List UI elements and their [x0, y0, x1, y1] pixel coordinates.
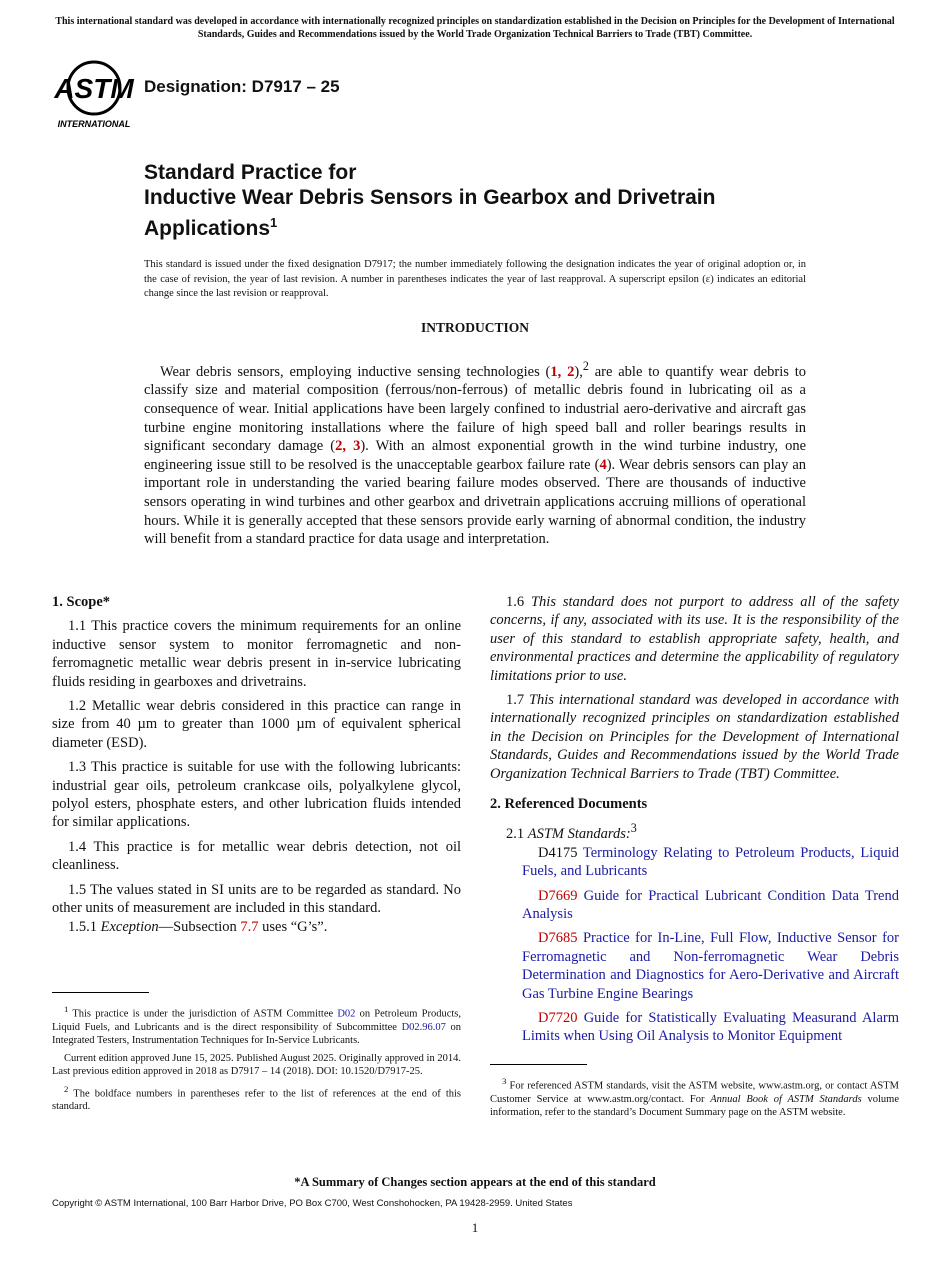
page-title: [144, 160, 844, 241]
footnote-text: The boldface numbers in parentheses refer to the list of references at the end of this standard.: [52, 1088, 461, 1113]
footnote-marker: 1: [64, 1004, 69, 1014]
section-number: 1.7: [506, 692, 529, 709]
reference-code[interactable]: D7669: [538, 887, 578, 904]
section-2-1: [490, 819, 899, 843]
right-footnotes: [490, 1075, 899, 1124]
left-column: [52, 593, 461, 942]
committee-link[interactable]: D02: [337, 1008, 356, 1020]
reference-link[interactable]: 1, 2: [550, 363, 575, 380]
footnote-text: Annual Book of ASTM Standards: [710, 1093, 862, 1105]
svg-text:ASTM: ASTM: [54, 73, 134, 104]
footnote-2: [52, 1083, 461, 1114]
reference-item[interactable]: [506, 844, 899, 881]
right-column: [490, 593, 899, 1052]
title-line-2: Inductive Wear Debris Sensors in Gearbox and Drivetrain: [144, 186, 716, 209]
subcommittee-link[interactable]: D02.96.07: [401, 1021, 446, 1033]
footnote-marker: 2: [64, 1083, 69, 1094]
section-1-4: 1.4 This practice is for metallic wear debris detection, not oil cleanliness.: [52, 838, 461, 874]
reference-code: D4175: [538, 844, 578, 861]
astm-logo-icon: [52, 58, 136, 130]
section-1-6: [490, 593, 899, 685]
section-text: uses “G’s”.: [258, 918, 328, 935]
title-line-3: [144, 210, 844, 241]
reference-item[interactable]: [506, 929, 899, 1003]
reference-title[interactable]: Practice for In-Line, Full Flow, Inductive Sensor for Ferromagnetic and Non-ferromagnetic Wear Debris Determination and Diagnostics for Aero-Derivative and Aircraft Gas Turbine Engine Bearings: [522, 930, 899, 1002]
section-text: This international standard was developed in accordance with internationally recognized principles on standardization established in the Decision on Principles for the Development of International Standards, Guides and Recommendations issued by the World Trade Organization Technical Barriers to Trade (TBT) Committee.: [490, 692, 899, 782]
copyright: Copyright © ASTM International, 100 Barr Harbor Drive, PO Box C700, West Conshohocken, PA 19428-2959. United States: [52, 1198, 573, 1209]
introduction-heading: INTRODUCTION: [420, 320, 529, 335]
section-1-1: 1.1 This practice covers the minimum requirements for an online inductive sensor system to monitor ferromagnetic and non-ferromagnetic metallic wear debris present in in-service lubricating fluids residing in gearboxes and drivetrains.: [52, 618, 461, 690]
footnote-text: This practice is under the jurisdiction of ASTM Committee: [68, 1008, 338, 1020]
edition-note: Current edition approved June 15, 2025. Published August 2025. Originally approved in 2014. Last previous edition approved in 2018 as D7917 – 14 (2018). DOI: 10.1520/D7917-25.: [52, 1052, 461, 1078]
introduction-text: [144, 357, 806, 549]
intro-text: ),: [574, 363, 583, 380]
title-footnote-ref[interactable]: 1: [270, 215, 278, 230]
reference-item[interactable]: [506, 887, 899, 924]
footnote-ref[interactable]: 3: [630, 821, 637, 836]
svg-text:INTERNATIONAL: INTERNATIONAL: [57, 119, 131, 129]
section-number: 2.1: [506, 826, 528, 843]
footnote-marker: 3: [502, 1076, 507, 1086]
footnote-divider: [52, 992, 149, 993]
section-text: —Subsection: [158, 918, 241, 935]
top-note: This international standard was developed in accordance with internationally recognized principles on standardization established in the Decision on Principles for the Development of International Standards, Guides and Recommendations issued by the World Trade Organization Technical Barriers to Trade (TBT) Committee.: [55, 16, 895, 40]
section-1-5: 1.5 The values stated in SI units are to be regarded as standard. No other units of measurement are included in this standard.: [52, 881, 461, 917]
intro-text: Wear debris sensors, employing inductive sensing technologies (: [160, 363, 551, 380]
reference-list: [490, 844, 899, 1046]
reference-title[interactable]: Terminology Relating to Petroleum Products, Liquid Fuels, and Lubricants: [522, 844, 899, 880]
designation: Designation: D7917 – 25: [144, 77, 340, 96]
reference-link[interactable]: 2, 3: [335, 438, 361, 455]
footnote-3: [490, 1075, 899, 1120]
section-number: 1.6: [506, 594, 531, 610]
reference-title[interactable]: Guide for Statistically Evaluating Measurand Alarm Limits when Using Oil Analysis to Monitor Equipment: [522, 1009, 899, 1045]
summary-of-changes-note: *A Summary of Changes section appears at the end of this standard: [294, 1175, 656, 1189]
section-1-5-1: [52, 918, 461, 936]
referenced-documents-heading: 2. Referenced Documents: [490, 796, 648, 813]
astm-logo: [52, 58, 136, 130]
footnote-text: on Petroleum Products, Liquid Fuels, and Lubricants and is the direct responsibility of Subcommittee: [52, 1008, 461, 1033]
section-number: 1.5.1: [68, 918, 101, 935]
intro-text: ). Wear debris sensors can play an important role in understanding the varied bearing failure modes observed. There are thousands of inductive sensors operating in wind turbines and other gearbox and drivetrain applications accruing millions of operational hours. While it is generally accepted that these sensors provide early warning of abnormal condition, the industry will benefit from a standard practice for data usage and interpretation.: [144, 456, 806, 548]
section-1-7: [490, 691, 899, 783]
title-line-3-text: Applications: [144, 217, 271, 240]
exception-label: Exception: [100, 918, 159, 935]
footnote-text: For referenced ASTM standards, visit the ASTM website, www.astm.org, or contact ASTM Customer Service at www.astm.org/contact. For: [490, 1080, 899, 1105]
footnote-text: volume information, refer to the standard’s Document Summary page on the ASTM website.: [490, 1093, 899, 1119]
reference-item[interactable]: [506, 1009, 899, 1046]
section-1-2: 1.2 Metallic wear debris considered in this practice can range in size from 40 µm to greater than 1000 µm of equivalent spherical diameter (ESD).: [52, 698, 461, 751]
footnote-text: on Integrated Testers, Instrumentation Techniques for In-Service Lubricants.: [52, 1021, 462, 1047]
footnote-ref[interactable]: 2: [582, 359, 589, 373]
footnote-divider: [490, 1064, 587, 1065]
section-text: This standard does not purport to address all of the safety concerns, if any, associated with its use. It is the responsibility of the user of this standard to establish appropriate safety, health, and environmental practices and determine the applicability of regulatory limitations prior to use.: [490, 594, 899, 684]
astm-standards-label: ASTM Standards:: [527, 826, 631, 843]
issued-note: This standard is issued under the fixed designation D7917; the number immediately following the designation indicates the year of original adoption or, in the case of revision, the year of last revision. A number in parentheses indicates the year of last reapproval. A superscript epsilon (ε) indicates an editorial change since the last revision or reapproval.: [144, 259, 806, 299]
reference-link[interactable]: 4: [599, 456, 607, 473]
intro-text: ). With an almost exponential growth in the wind turbine industry, one engineering issue still to be resolved is the unacceptable gearbox failure rate (: [144, 438, 807, 473]
reference-title[interactable]: Guide for Practical Lubricant Condition Data Trend Analysis: [522, 887, 899, 922]
scope-heading: 1. Scope*: [52, 594, 110, 610]
left-footnotes: [52, 1003, 461, 1118]
footnote-1: [52, 1003, 461, 1048]
title-line-1: Standard Practice for: [144, 161, 357, 184]
subsection-link[interactable]: 7.7: [240, 918, 259, 935]
reference-code[interactable]: D7685: [538, 930, 578, 947]
page-number: 1: [471, 1220, 479, 1235]
reference-code[interactable]: D7720: [538, 1009, 578, 1026]
intro-text: are able to quantify wear debris to classify size and material composition (ferrous/non-ferrous) of metallic debris found in lubricating oil as a consequence of wear. Initial applications have been largely confined to industrial aero-derivative and aircraft gas turbine engine monitoring installations where the failure of high speed ball and roller bearings results in significant secondary damage (: [144, 363, 807, 455]
section-1-3: 1.3 This practice is suitable for use with the following lubricants: industrial gear oils, petroleum crankcase oils, polyalkylene glycol, polyol esters, phosphate esters, and other lubrication fluids intended for similar applications.: [52, 759, 461, 831]
